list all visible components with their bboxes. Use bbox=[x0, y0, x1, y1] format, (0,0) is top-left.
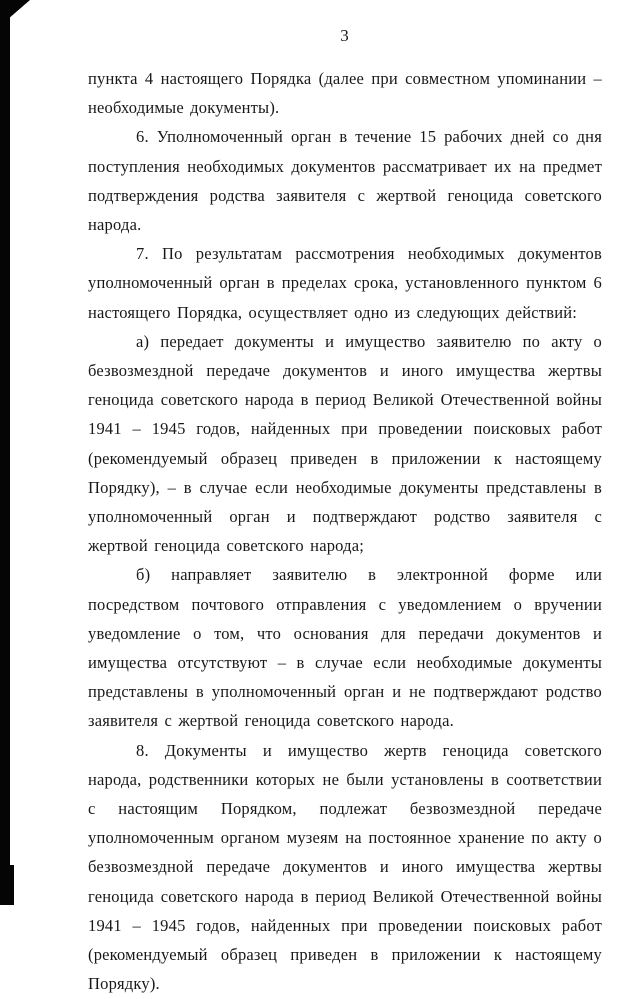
paragraph: 7. По результатам рассмотрения необходимых документов уполномоченный орган в пределах срока, установленного пунктом 6 настоящего Порядка, осуществляет одно из следующих действий: bbox=[88, 244, 602, 322]
paragraph: а) передает документы и имущество заявителю по акту о безвозмездной передаче документов и иного имущества жертвы геноцида советского народа в период Великой Отечественной войны 1941 – 1945 годов, найденных при проведении поисковых работ (рекомендуемый образец приведен в приложении к настоящему Порядку), – в случае если необходимые документы представлены в уполномоченный орган и подтверждают родство заявителя с жертвой геноцида советского народа; bbox=[88, 331, 602, 556]
document-page bbox=[88, 26, 602, 999]
paragraph: 8. Документы и имущество жертв геноцида советского народа, родственники которых не были установлены в соответствии с настоящим Порядком, подлежат безвозмездной передаче уполномоченным органом музеям на постоянное хранение по акту о безвозмездной передаче документов и иного имущества жертвы геноцида советского народа в период Великой Отечественной войны 1941 – 1945 годов, найденных при проведении поисковых работ (рекомендуемый образец приведен в приложении к настоящему Порядку). bbox=[88, 740, 602, 994]
scan-artifact-left-edge bbox=[0, 0, 10, 905]
document-body bbox=[88, 64, 602, 999]
scan-artifact-top-corner bbox=[0, 0, 30, 26]
paragraph: 6. Уполномоченный орган в течение 15 рабочих дней со дня поступления необходимых документов рассматривает их на предмет подтверждения родства заявителя с жертвой геноцида советского народа. bbox=[88, 127, 602, 235]
page-number: 3 bbox=[340, 26, 350, 45]
paragraph: пункта 4 настоящего Порядка (далее при совместном упоминании – необходимые документы). bbox=[88, 69, 602, 118]
paragraph: б) направляет заявителю в электронной форме или посредством почтового отправления с уведомлением о вручении уведомление о том, что основания для передачи документов и имущества отсутствуют – в случае если необходимые документы представлены в уполномоченный орган и не подтверждают родство заявителя с жертвой геноцида советского народа. bbox=[88, 565, 602, 731]
scan-artifact-bottom-edge bbox=[0, 865, 14, 905]
